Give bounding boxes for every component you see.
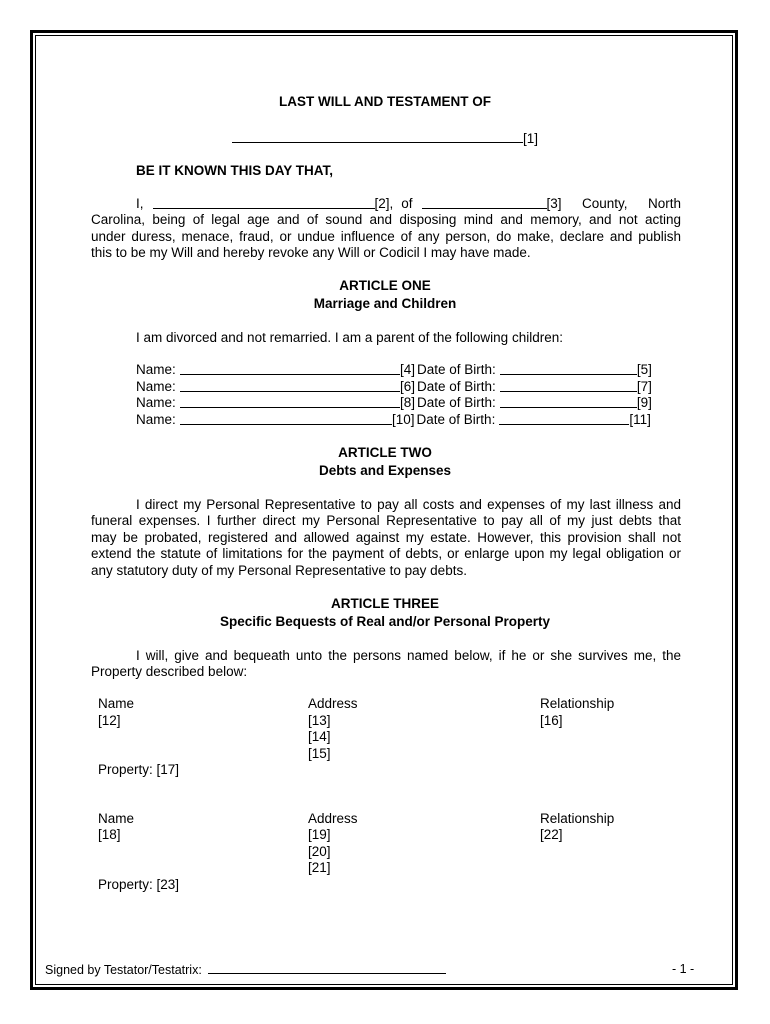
intro-line-4: this to be my Will and hereby revoke any Will or Codicil I may have made. — [91, 245, 531, 260]
bequest-address-label: Address — [308, 696, 358, 711]
testator-name-ref: [1] — [523, 131, 539, 146]
signature-line — [45, 962, 446, 978]
page-number: - 1 - — [672, 962, 695, 976]
article-one-heading: ARTICLE ONE — [339, 278, 431, 293]
child-dob-label: Date of Birth: — [417, 395, 496, 410]
article-two-line-1: I direct my Personal Representative to pay all costs and expenses of my last illness and — [136, 497, 681, 512]
intro-line-2: Carolina, being of legal age and of sound and disposing mind and memory, and not acting — [91, 212, 681, 227]
child-name-label: Name: — [136, 395, 176, 410]
child-name-label: Name: — [136, 379, 176, 394]
bequest-relationship-ref: [22] — [540, 827, 563, 842]
child-dob-ref: [11] — [629, 412, 651, 427]
intro-line-3: under duress, menace, fraud, or undue influence of any person, do make, declare and publish — [91, 229, 681, 244]
child-name-label: Name: — [136, 412, 176, 427]
article-two-subheading: Debts and Expenses — [318, 463, 452, 478]
signature-blank[interactable] — [208, 962, 446, 974]
bequest-address-ref: [14] — [308, 729, 331, 744]
bequest-name-ref: [18] — [98, 827, 121, 842]
bequest-name-label: Name — [98, 811, 135, 826]
testator-name-line[interactable] — [232, 130, 538, 148]
child-name-label: Name: — [136, 362, 176, 377]
article-two-heading: ARTICLE TWO — [338, 445, 432, 460]
child-name-blank[interactable] — [180, 379, 400, 392]
bequest-address-ref: [19] — [308, 827, 331, 842]
child-name-blank[interactable] — [180, 412, 392, 425]
article-two-line-3: may be probated, registered and allowed against my estate. However, this provision shall not — [91, 530, 681, 545]
child-row — [136, 412, 663, 429]
child-row — [136, 395, 663, 412]
bequest-address-ref: [15] — [308, 746, 331, 761]
child-dob-blank[interactable] — [500, 362, 637, 375]
intro-ref3: [3] County, North — [546, 196, 681, 211]
article-three-line-1: I will, give and bequeath unto the persons named below, if he or she survives me, the — [136, 648, 681, 663]
intro-line-1 — [136, 196, 681, 213]
bequest-address-label: Address — [308, 811, 358, 826]
bequest-relationship-ref: [16] — [540, 713, 563, 728]
intro-ref3-wrap — [547, 196, 681, 213]
article-two-line-2: funeral expenses. I further direct my Personal Representative to pay all of my just debts that — [91, 513, 681, 528]
child-name-ref: [6] — [400, 379, 416, 394]
child-row — [136, 362, 663, 379]
child-name-blank[interactable] — [180, 395, 400, 408]
article-three-heading: ARTICLE THREE — [331, 596, 439, 611]
bequest-name-label: Name — [98, 696, 135, 711]
intro-i: I, — [136, 196, 144, 211]
article-two-line-4: extend the statute of limitations for the payment of debts, or enlarge upon my legal obligation or — [91, 546, 681, 561]
bequest-property: Property: [23] — [98, 877, 180, 892]
known-heading: BE IT KNOWN THIS DAY THAT, — [136, 163, 334, 178]
child-dob-label: Date of Birth: — [417, 362, 496, 377]
article-one-text: I am divorced and not remarried. I am a parent of the following children: — [136, 330, 563, 345]
child-dob-blank[interactable] — [499, 412, 629, 425]
document-title: LAST WILL AND TESTAMENT OF — [279, 94, 491, 109]
bequest-address-ref: [21] — [308, 860, 331, 875]
child-name-ref: [4] — [400, 362, 416, 377]
intro-of: of — [401, 196, 413, 211]
child-row — [136, 379, 663, 396]
bequest-relationship-label: Relationship — [540, 811, 615, 826]
article-two-line-5: any statutory duty of my Personal Representative to pay debts. — [91, 563, 467, 578]
signature-label: Signed by Testator/Testatrix: — [45, 963, 202, 977]
bequest-property: Property: [17] — [98, 762, 180, 777]
bequest-address-ref: [13] — [308, 713, 331, 728]
testator-name-blank[interactable] — [232, 130, 523, 143]
county-blank[interactable] — [422, 196, 547, 209]
child-dob-ref: [5] — [636, 362, 652, 377]
article-three-subheading: Specific Bequests of Real and/or Personal Property — [219, 614, 551, 629]
bequest-address-ref: [20] — [308, 844, 331, 859]
child-dob-ref: [9] — [636, 395, 652, 410]
child-name-blank[interactable] — [180, 362, 400, 375]
child-dob-blank[interactable] — [500, 395, 637, 408]
article-one-subheading: Marriage and Children — [313, 296, 457, 311]
child-dob-label: Date of Birth: — [416, 412, 496, 427]
child-dob-blank[interactable] — [500, 379, 637, 392]
child-dob-ref: [7] — [636, 379, 652, 394]
child-name-ref: [8] — [400, 395, 416, 410]
bequest-relationship-label: Relationship — [540, 696, 615, 711]
bequest-name-ref: [12] — [98, 713, 121, 728]
child-dob-label: Date of Birth: — [417, 379, 496, 394]
testator-full-name-blank[interactable] — [153, 196, 375, 209]
intro-ref2: [2], — [374, 196, 394, 211]
child-name-ref: [10] — [392, 412, 415, 427]
article-three-line-2: Property described below: — [91, 664, 248, 679]
